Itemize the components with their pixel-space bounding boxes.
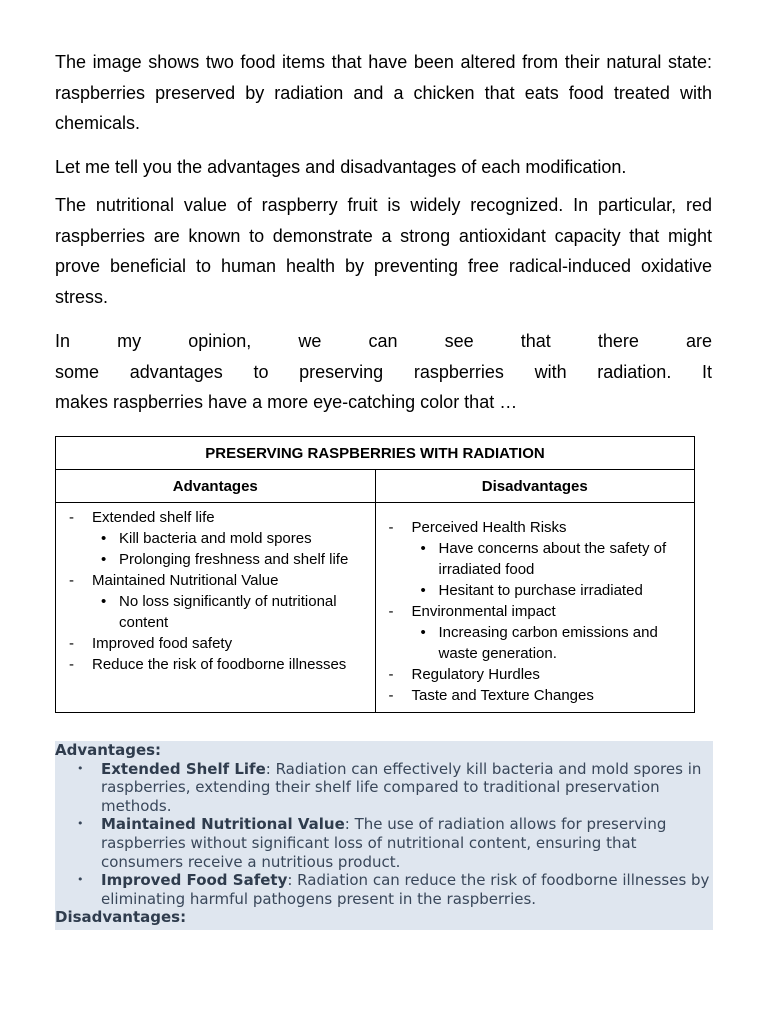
sub-list-item: • Have concerns about the safety of irradiated food xyxy=(412,538,687,580)
summary-desc: : Radiation can effectively kill bacteria and mold spores in raspberries, extending their shelf life compared to traditional preservation methods. xyxy=(101,759,702,815)
list-item-text: Perceived Health Risks xyxy=(411,519,567,536)
sub-list-item: • Increasing carbon emissions and waste generation. xyxy=(412,622,687,664)
list-item xyxy=(388,517,687,601)
summary-desc: : Radiation can reduce the risk of foodborne illnesses by eliminating harmful pathogens present in the raspberries. xyxy=(101,871,710,908)
summary-term: Maintained Nutritional Value xyxy=(101,815,345,834)
opinion-line: some advantages to preserving raspberries with radiation. It xyxy=(55,361,712,382)
sub-list-item: • Kill bacteria and mold spores xyxy=(92,528,367,549)
advantages-list xyxy=(68,507,367,675)
advantages-header: Advantages xyxy=(56,470,376,503)
list-item xyxy=(388,601,687,664)
summary-term: Extended Shelf Life xyxy=(101,759,266,778)
table-title: PRESERVING RASPBERRIES WITH RADIATION xyxy=(56,437,695,470)
radiation-table xyxy=(55,436,695,713)
summary-item xyxy=(55,815,713,871)
summary-desc: : The use of radiation allows for preserving raspberries without significant loss of nutritional content, ensuring that consumers receive a nutritious product. xyxy=(101,815,667,871)
sub-list-item: • Hesitant to purchase irradiated xyxy=(412,580,687,601)
summary-item xyxy=(55,760,713,816)
opinion-paragraph xyxy=(55,326,712,418)
transition-paragraph: Let me tell you the advantages and disadvantages of each modification. xyxy=(55,157,627,177)
list-item: - Reduce the risk of foodborne illnesses xyxy=(68,654,367,675)
advantages-cell xyxy=(56,503,376,713)
list-item-text: Maintained Nutritional Value xyxy=(92,572,279,589)
list-item: - Improved food safety xyxy=(68,633,367,654)
summary-term: Improved Food Safety xyxy=(101,871,288,890)
list-item: - Regulatory Hurdles xyxy=(388,664,687,685)
intro-paragraph: The image shows two food items that have been altered from their natural state: raspberries preserved by radiation and a chicken that eats food treated with chemicals. xyxy=(55,52,712,133)
highlighted-summary xyxy=(55,741,713,930)
disadvantages-cell xyxy=(375,503,695,713)
sub-list-item: • No loss significantly of nutritional content xyxy=(92,591,367,633)
list-item-text: Extended shelf life xyxy=(92,509,215,526)
summary-list xyxy=(55,760,713,909)
disadvantages-heading: Disadvantages: xyxy=(55,908,187,927)
sub-list-item: • Prolonging freshness and shelf life xyxy=(92,549,367,570)
nutrition-paragraph: The nutritional value of raspberry fruit is widely recognized. In particular, red raspberries are known to demonstrate a strong antioxidant capacity that might prove beneficial to human health by preventing free radical-induced oxidative stress. xyxy=(55,195,712,307)
list-item xyxy=(68,507,367,570)
disadvantages-list xyxy=(388,517,687,706)
advantages-heading: Advantages: xyxy=(55,741,162,759)
opinion-line: makes raspberries have a more eye-catching color that … xyxy=(55,392,518,412)
opinion-line: In my opinion, we can see that there are xyxy=(55,331,712,351)
list-item: - Taste and Texture Changes xyxy=(388,685,687,706)
disadvantages-header: Disadvantages xyxy=(375,470,695,503)
summary-item xyxy=(55,871,713,908)
list-item xyxy=(68,570,367,633)
list-item-text: Environmental impact xyxy=(411,603,556,620)
